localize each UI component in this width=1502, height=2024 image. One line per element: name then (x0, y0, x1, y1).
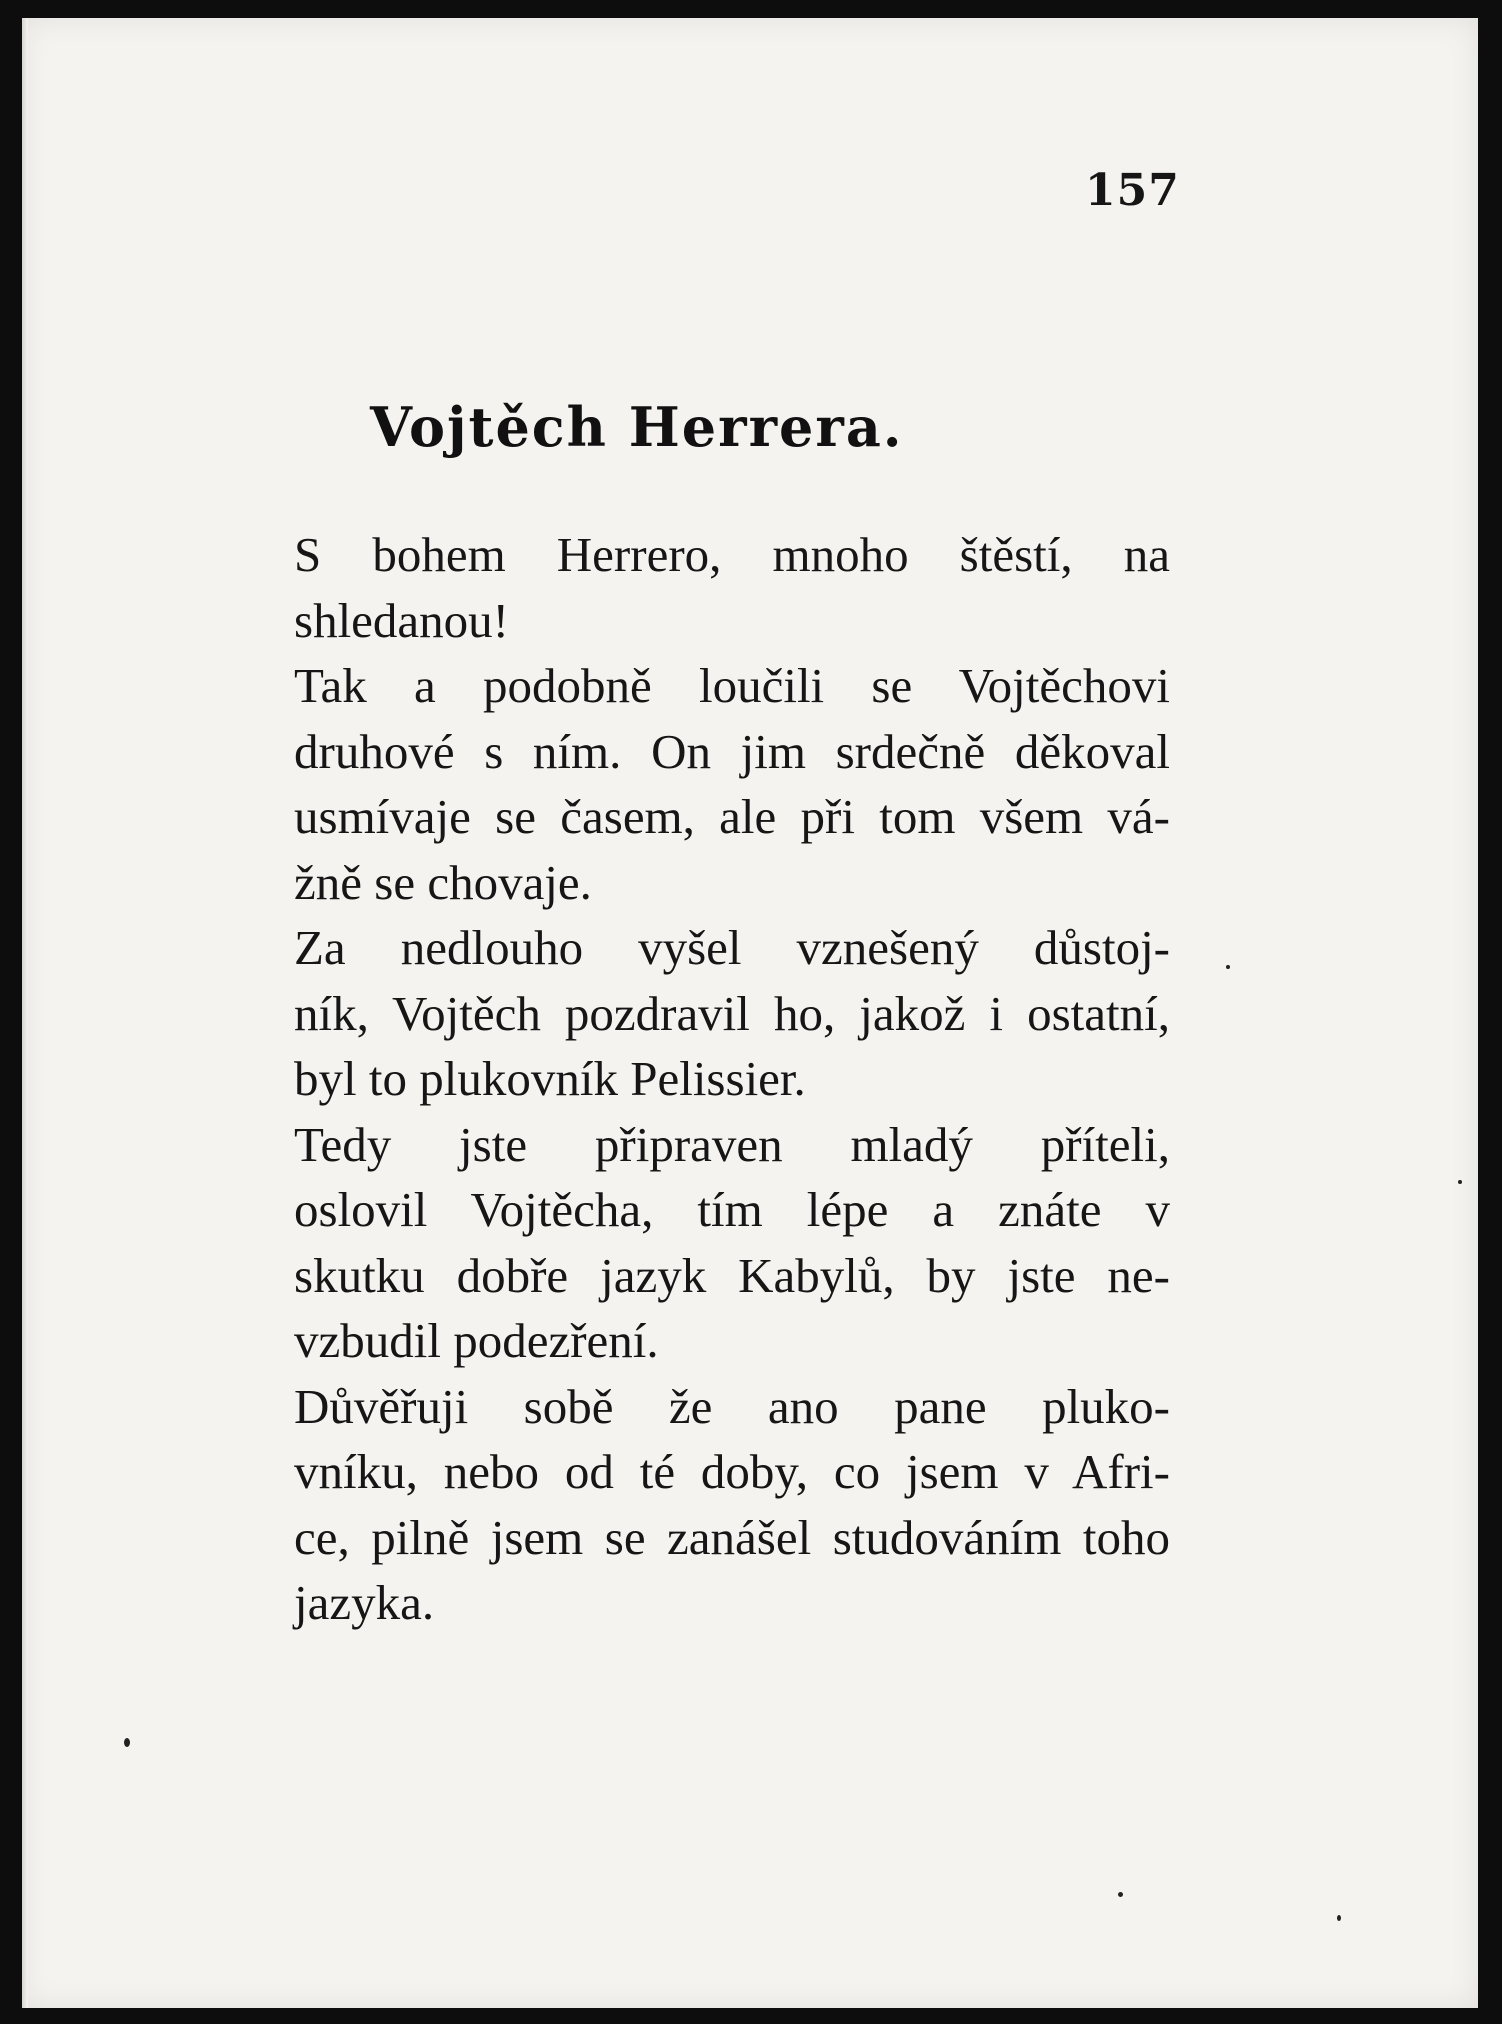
text-line: shledanou! (294, 592, 509, 648)
page-edge (22, 18, 28, 2008)
text-line: byl to plukovník Pelissier. (294, 1051, 806, 1106)
ink-speck (1226, 965, 1230, 969)
text-line: S bohem Herrero, mnoho štěstí, na (294, 527, 1170, 582)
text-line: žně se chovaje. (294, 854, 592, 910)
text-line: Za nedlouho vyšel vznešený důstoj- (294, 920, 1170, 975)
text-line: vzbudil podezření. (294, 1313, 659, 1368)
ink-speck (1458, 1180, 1462, 1184)
ink-speck (124, 1738, 130, 1747)
text-line: ce, pilně jsem se zanášel studováním toho (294, 1509, 1170, 1565)
ink-speck (1337, 1915, 1341, 1921)
chapter-title: Vojtěch Herrera. (370, 395, 904, 459)
paragraph (178, 522, 1170, 653)
text-line: jazyka. (294, 1575, 435, 1630)
text-line: druhové s ním. On jim srdečně děkoval (294, 723, 1170, 779)
text-line: vníku, nebo od té doby, co jsem v Afri- (294, 1444, 1170, 1499)
text-line: Tak a podobně loučili se Vojtěchovi (294, 658, 1170, 713)
paragraph (178, 915, 1170, 1112)
text-line: skutku dobře jazyk Kabylů, by jste ne- (294, 1247, 1170, 1303)
paragraph (178, 1112, 1170, 1374)
paragraph (178, 1374, 1170, 1636)
text-line: ník, Vojtěch pozdravil ho, jakož i ostatní, (294, 985, 1170, 1041)
text-line: usmívaje se časem, ale při tom všem vá- (294, 789, 1170, 844)
text-line: oslovil Vojtěcha, tím lépe a znáte v (294, 1182, 1170, 1237)
ink-speck (1118, 1892, 1123, 1897)
body-text (178, 522, 1170, 1636)
text-line: Tedy jste připraven mladý příteli, (294, 1116, 1170, 1172)
page-number: 157 (1085, 165, 1180, 216)
text-line: Důvěřuji sobě že ano pane pluko- (294, 1378, 1170, 1434)
paragraph (178, 653, 1170, 915)
